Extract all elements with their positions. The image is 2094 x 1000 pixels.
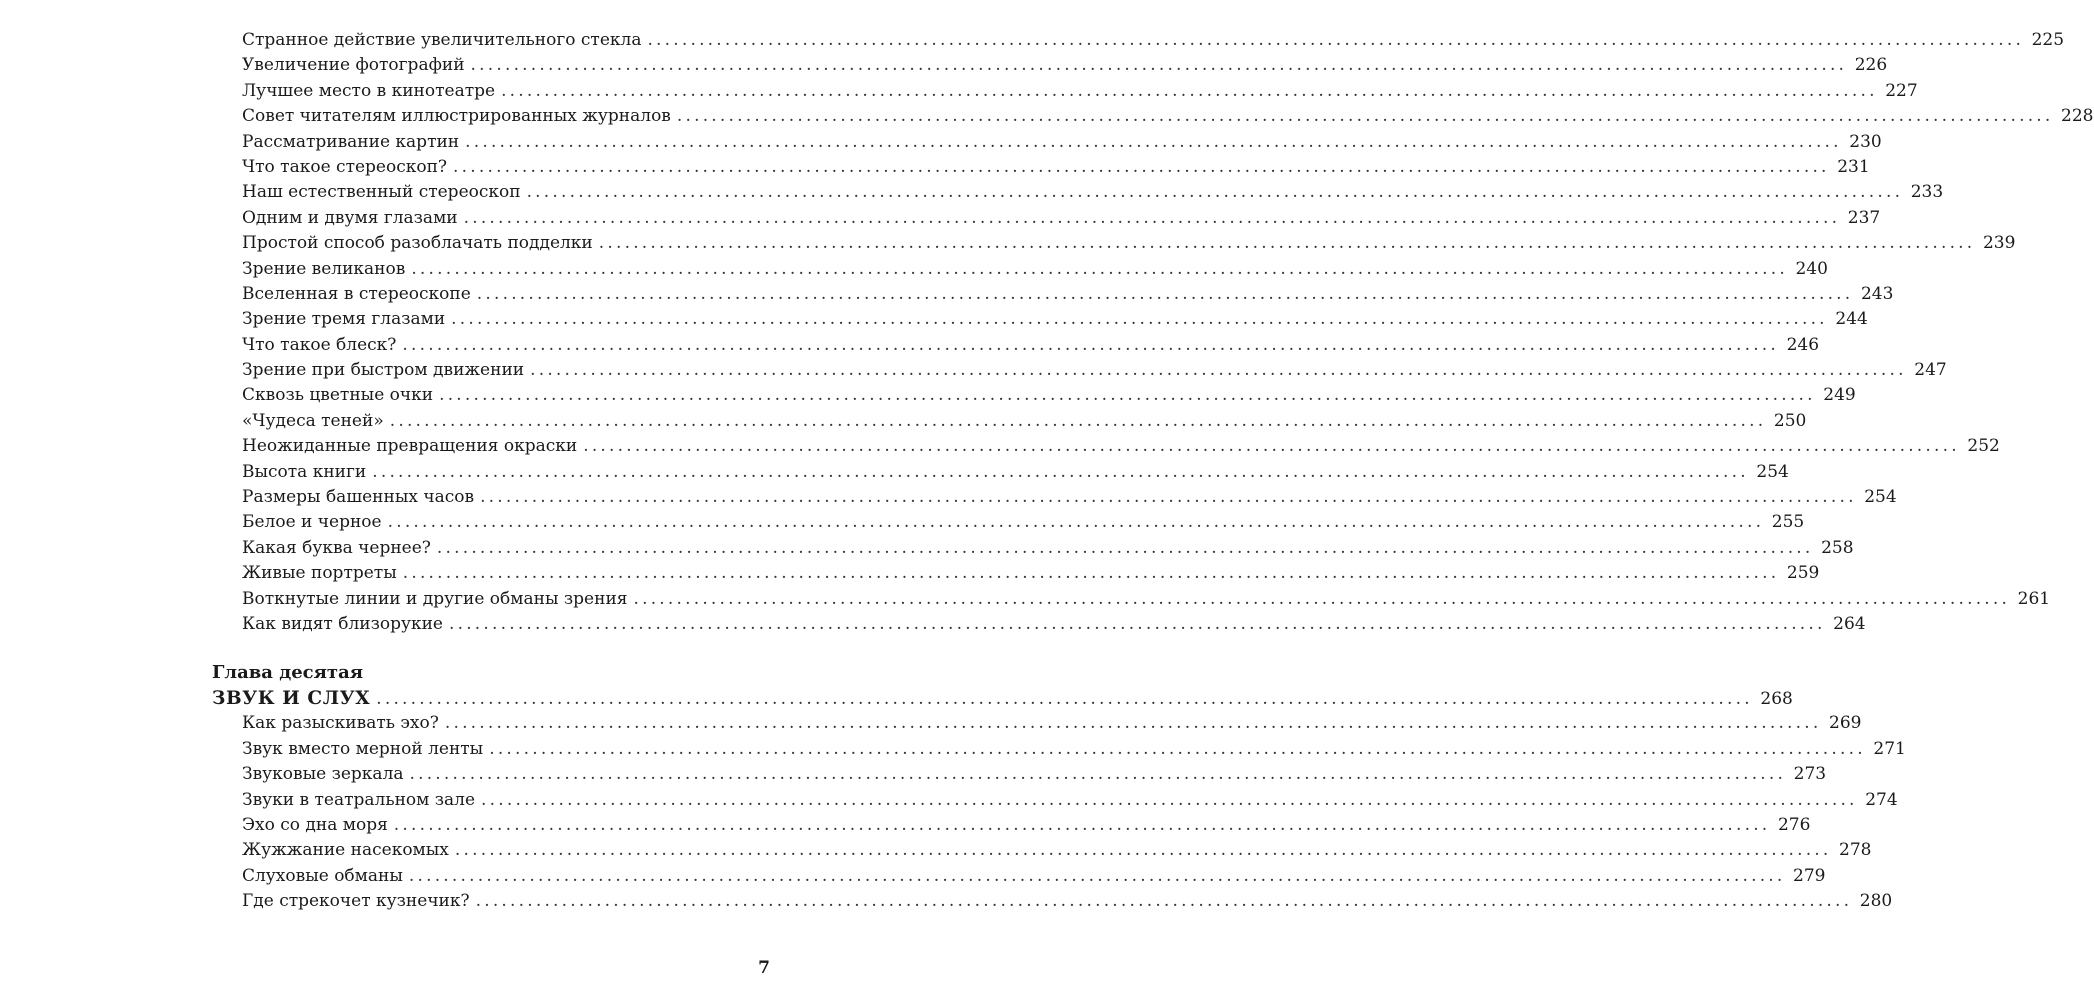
toc-entry-title: Что такое стереоскоп? [242,156,448,177]
toc-dot-leader: ................................................................................................................................................................ [598,233,1976,254]
toc-dot-leader: ................................................................................................................................................................ [436,537,1814,558]
toc-entry [212,536,1854,561]
toc-entry-page: 231 [1837,156,1870,177]
toc-entry-title: Зрение при быстром движении [242,360,525,381]
toc-dot-leader: ................................................................................................................................................................ [676,106,2054,127]
toc-entry-page: 237 [1847,207,1881,228]
toc-entry-page: 261 [2017,588,2051,609]
toc-entry-title: Странное действие увеличительного стекла [242,30,642,50]
toc-entry-page: 276 [1777,814,1811,835]
toc-entry-page: 230 [1849,131,1882,152]
toc-entry-page: 225 [2031,30,2065,50]
toc-dot-leader: ................................................................................................................................................................ [480,487,1857,508]
toc-entry [212,282,1894,307]
toc-entry-title: Зрение великанов [242,258,406,279]
toc-entry-title: Жужжание насекомых [242,840,449,861]
toc-entry [212,333,1820,358]
toc-dot-leader: ................................................................................................................................................................ [449,613,1826,634]
toc-entry-page: 280 [1859,891,1893,912]
toc-entry [212,510,1805,535]
toc-entry-title: Одним и двумя глазами [242,207,458,228]
toc-entry [212,180,1944,205]
toc-entry-page: 274 [1865,789,1898,810]
toc-entry [212,762,1827,787]
toc-entry [212,838,1872,863]
toc-dot-leader: ................................................................................................................................................................ [387,512,1765,533]
toc-entry [212,130,1882,155]
toc-entry [212,257,1828,282]
toc-dot-leader: ................................................................................................................................................................ [402,563,1780,584]
toc-entry [212,788,1898,813]
toc-entry-page: 233 [1910,182,1944,203]
toc-entry [212,711,1862,736]
toc-entry-page: 226 [1854,55,1888,76]
toc-entry-page: 258 [1821,537,1854,558]
toc-entry [212,104,2094,129]
toc-dot-leader: ................................................................................................................................................................ [475,891,1853,912]
toc-entry [212,231,2016,256]
toc-entry-title: Звуки в театральном зале [242,789,476,810]
toc-entry-page: 273 [1793,764,1827,785]
toc-entry [212,737,1906,762]
toc-entry-page: 246 [1786,334,1820,355]
toc-section-optics [212,28,2094,637]
toc-entry-page: 254 [1756,461,1789,482]
toc-dot-leader: ................................................................................................................................................................ [470,55,1848,76]
toc-dot-leader: ................................................................................................................................................................ [409,764,1787,785]
toc-entry-title: Какая буква чернее? [242,537,431,558]
toc-dot-leader: ................................................................................................................................................................ [453,156,1830,177]
toc-entry-page: 244 [1835,309,1868,330]
toc-dot-leader: ................................................................................................................................................................ [439,385,1816,406]
toc-entry [212,889,1893,914]
toc-dot-leader: ................................................................................................................................................................ [451,309,1828,330]
toc-entry [212,28,2065,53]
toc-entry-title: Воткнутые линии и другие обманы зрения [242,588,628,609]
toc-entry-page: 259 [1786,563,1820,584]
toc-dot-leader: ................................................................................................................................................................ [444,713,1822,734]
toc-entry-page: 271 [1873,738,1906,759]
toc-entry-page: 264 [1833,613,1866,634]
toc-entry-title: Рассматривание картин [242,131,460,152]
chapter-heading: Глава десятая [212,662,364,683]
chapter-title-entry [212,686,1793,711]
toc-entry-title: Совет читателям иллюстрированных журналов [242,106,671,127]
toc-entry-page: 240 [1795,258,1828,279]
toc-entry [212,813,1811,838]
toc-entry-title: Как разыскивать эхо? [242,713,439,734]
toc-entry-title: Размеры башенных часов [242,487,475,508]
toc-entry-page: 269 [1829,713,1862,734]
toc-entry-page: 227 [1885,80,1918,101]
toc-entry-title: Наш естественный стереоскоп [242,182,521,203]
toc-dot-leader: ................................................................................................................................................................ [501,80,1878,101]
toc-entry-title: Вселенная в стереоскопе [242,283,471,304]
toc-dot-leader: ................................................................................................................................................................ [402,334,1780,355]
toc-dot-leader: ................................................................................................................................................................ [647,30,2025,50]
chapter-title: ЗВУК И СЛУХ [212,688,371,709]
toc-entry [212,307,1868,332]
toc-entry-title: Зрение тремя глазами [242,309,446,330]
toc-entry [212,587,2051,612]
toc-entry-page: 228 [2061,106,2094,127]
page-number: 7 [758,958,770,978]
toc-dot-leader: ................................................................................................................................................................ [393,814,1771,835]
toc-entry [212,79,1918,104]
toc-dot-leader: ................................................................................................................................................................ [633,588,2011,609]
toc-entry-title: Где стрекочет кузнечик? [242,891,470,912]
toc-dot-leader: ................................................................................................................................................................ [481,789,1858,810]
toc-entry [212,561,1820,586]
toc-entry-page: 239 [1982,233,2016,254]
toc-dot-leader: ................................................................................................................................................................ [476,283,1854,304]
toc-entry [212,485,1897,510]
toc-dot-leader: ................................................................................................................................................................ [376,689,1753,709]
toc-entry-title: Неожиданные превращения окраски [242,436,578,457]
toc-dot-leader: ................................................................................................................................................................ [454,840,1832,861]
toc-dot-leader: ................................................................................................................................................................ [389,410,1767,431]
toc-dot-leader: ................................................................................................................................................................ [411,258,1788,279]
toc-entry-title: Белое и черное [242,512,382,533]
toc-entry [212,206,1881,231]
toc-entry [212,434,2000,459]
toc-entry-title: Что такое блеск? [242,334,397,355]
toc-dot-leader: ................................................................................................................................................................ [526,182,1904,203]
toc-section-sound [212,660,1906,915]
toc-entry-title: Простой способ разоблачать подделки [242,233,593,254]
toc-entry [212,409,1807,434]
toc-entry-title: Лучшее место в кинотеатре [242,80,496,101]
chapter-page: 268 [1760,689,1793,709]
toc-entry-title: Слуховые обманы [242,865,403,886]
toc-entry [212,358,1947,383]
toc-entry-title: Сквозь цветные очки [242,385,434,406]
toc-entry-title: Эхо со дна моря [242,814,388,835]
toc-entry [212,383,1856,408]
toc-entry-page: 278 [1839,840,1872,861]
toc-dot-leader: ................................................................................................................................................................ [408,865,1786,886]
toc-entry-title: Живые портреты [242,563,397,584]
toc-dot-leader: ................................................................................................................................................................ [530,360,1907,381]
toc-entry [212,612,1866,637]
toc-entry-page: 243 [1860,283,1894,304]
toc-entry [212,460,1789,485]
toc-dot-leader: ................................................................................................................................................................ [463,207,1841,228]
toc-entry-page: 254 [1864,487,1897,508]
toc-entry-page: 249 [1823,385,1856,406]
toc-dot-leader: ................................................................................................................................................................ [489,738,1866,759]
toc-entry-title: Звуковые зеркала [242,764,404,785]
toc-entry-title: Высота книги [242,461,367,482]
toc-entry-page: 250 [1773,410,1807,431]
toc-entry-page: 255 [1771,512,1805,533]
toc-entry [212,155,1870,180]
toc-entry-title: Звук вместо мерной ленты [242,738,484,759]
toc-entry-page: 252 [1967,436,2000,457]
toc-entry [212,864,1826,889]
toc-entry-title: «Чудеса теней» [242,410,384,431]
toc-entry-page: 247 [1914,360,1947,381]
toc-dot-leader: ................................................................................................................................................................ [583,436,1960,457]
toc-entry [212,53,1888,78]
toc-entry-page: 279 [1793,865,1826,886]
toc-dot-leader: ................................................................................................................................................................ [372,461,1749,482]
toc-entry-title: Как видят близорукие [242,613,443,634]
toc-dot-leader: ................................................................................................................................................................ [465,131,1842,152]
toc-entry-title: Увеличение фотографий [242,55,465,76]
